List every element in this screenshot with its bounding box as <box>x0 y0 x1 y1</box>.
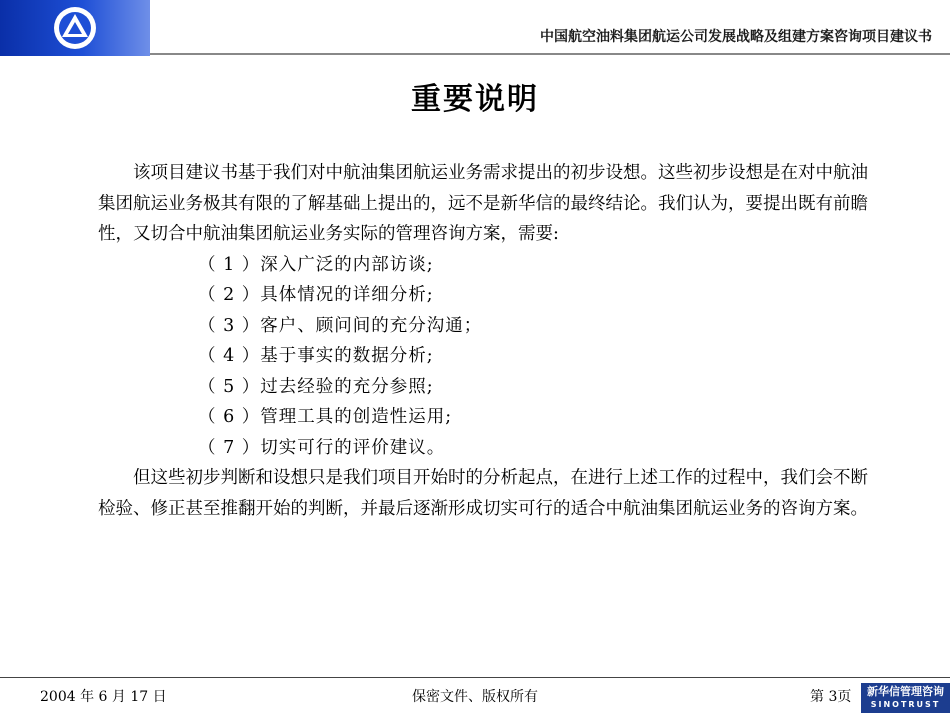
requirement-item-1: （ 1 ）深入广泛的内部访谈; <box>198 254 434 275</box>
requirement-item-2: （ 2 ）具体情况的详细分析; <box>198 285 434 305</box>
footer-confidential-notice: 保密文件、版权所有 <box>412 689 538 705</box>
document-body <box>98 158 883 524</box>
requirement-item-5: （ 5 ）过去经验的充分参照; <box>198 376 434 397</box>
sinotrust-brand-logo <box>861 683 950 713</box>
footer-date: 2004 年 6 月 17 日 <box>40 689 167 705</box>
requirement-item-7: （ 7 ）切实可行的评价建议。 <box>198 437 446 458</box>
footer-divider <box>0 677 950 678</box>
page-title: 重要说明 <box>411 82 539 117</box>
triangle-emblem-icon <box>52 5 98 51</box>
requirement-item-6: （ 6 ）管理工具的创造性运用; <box>198 407 453 427</box>
header-divider <box>150 53 950 55</box>
brand-name-en: SINOTRUST <box>870 700 941 709</box>
intro-paragraph: 该项目建议书基于我们对中航油集团航运业务需求提出的初步设想。这些初步设想是在对中航油集团航运业务极其有限的了解基础上提出的，远不是新华信的最终结论。我们认为，要提出既有前瞻性，又切合中航油集团航运业务实际的管理咨询方案，需要: <box>98 163 868 244</box>
requirement-item-4: （ 4 ）基于事实的数据分析; <box>198 346 434 366</box>
document-header-title: 中国航空油料集团航运公司发展战略及组建方案咨询项目建议书 <box>540 29 932 45</box>
conclusion-paragraph: 但这些初步判断和设想只是我们项目开始时的分析起点，在进行上述工作的过程中，我们会不断检验、修正甚至推翻开始的判断，并最后逐渐形成切实可行的适合中航油集团航运业务的咨询方案。 <box>98 468 868 519</box>
header-logo-banner <box>0 0 150 56</box>
footer-page-number: 第 3页 <box>810 689 852 705</box>
requirement-item-3: （ 3 ）客户、顾问间的充分沟通； <box>198 315 483 336</box>
brand-name-cn: 新华信管理咨询 <box>867 685 944 698</box>
